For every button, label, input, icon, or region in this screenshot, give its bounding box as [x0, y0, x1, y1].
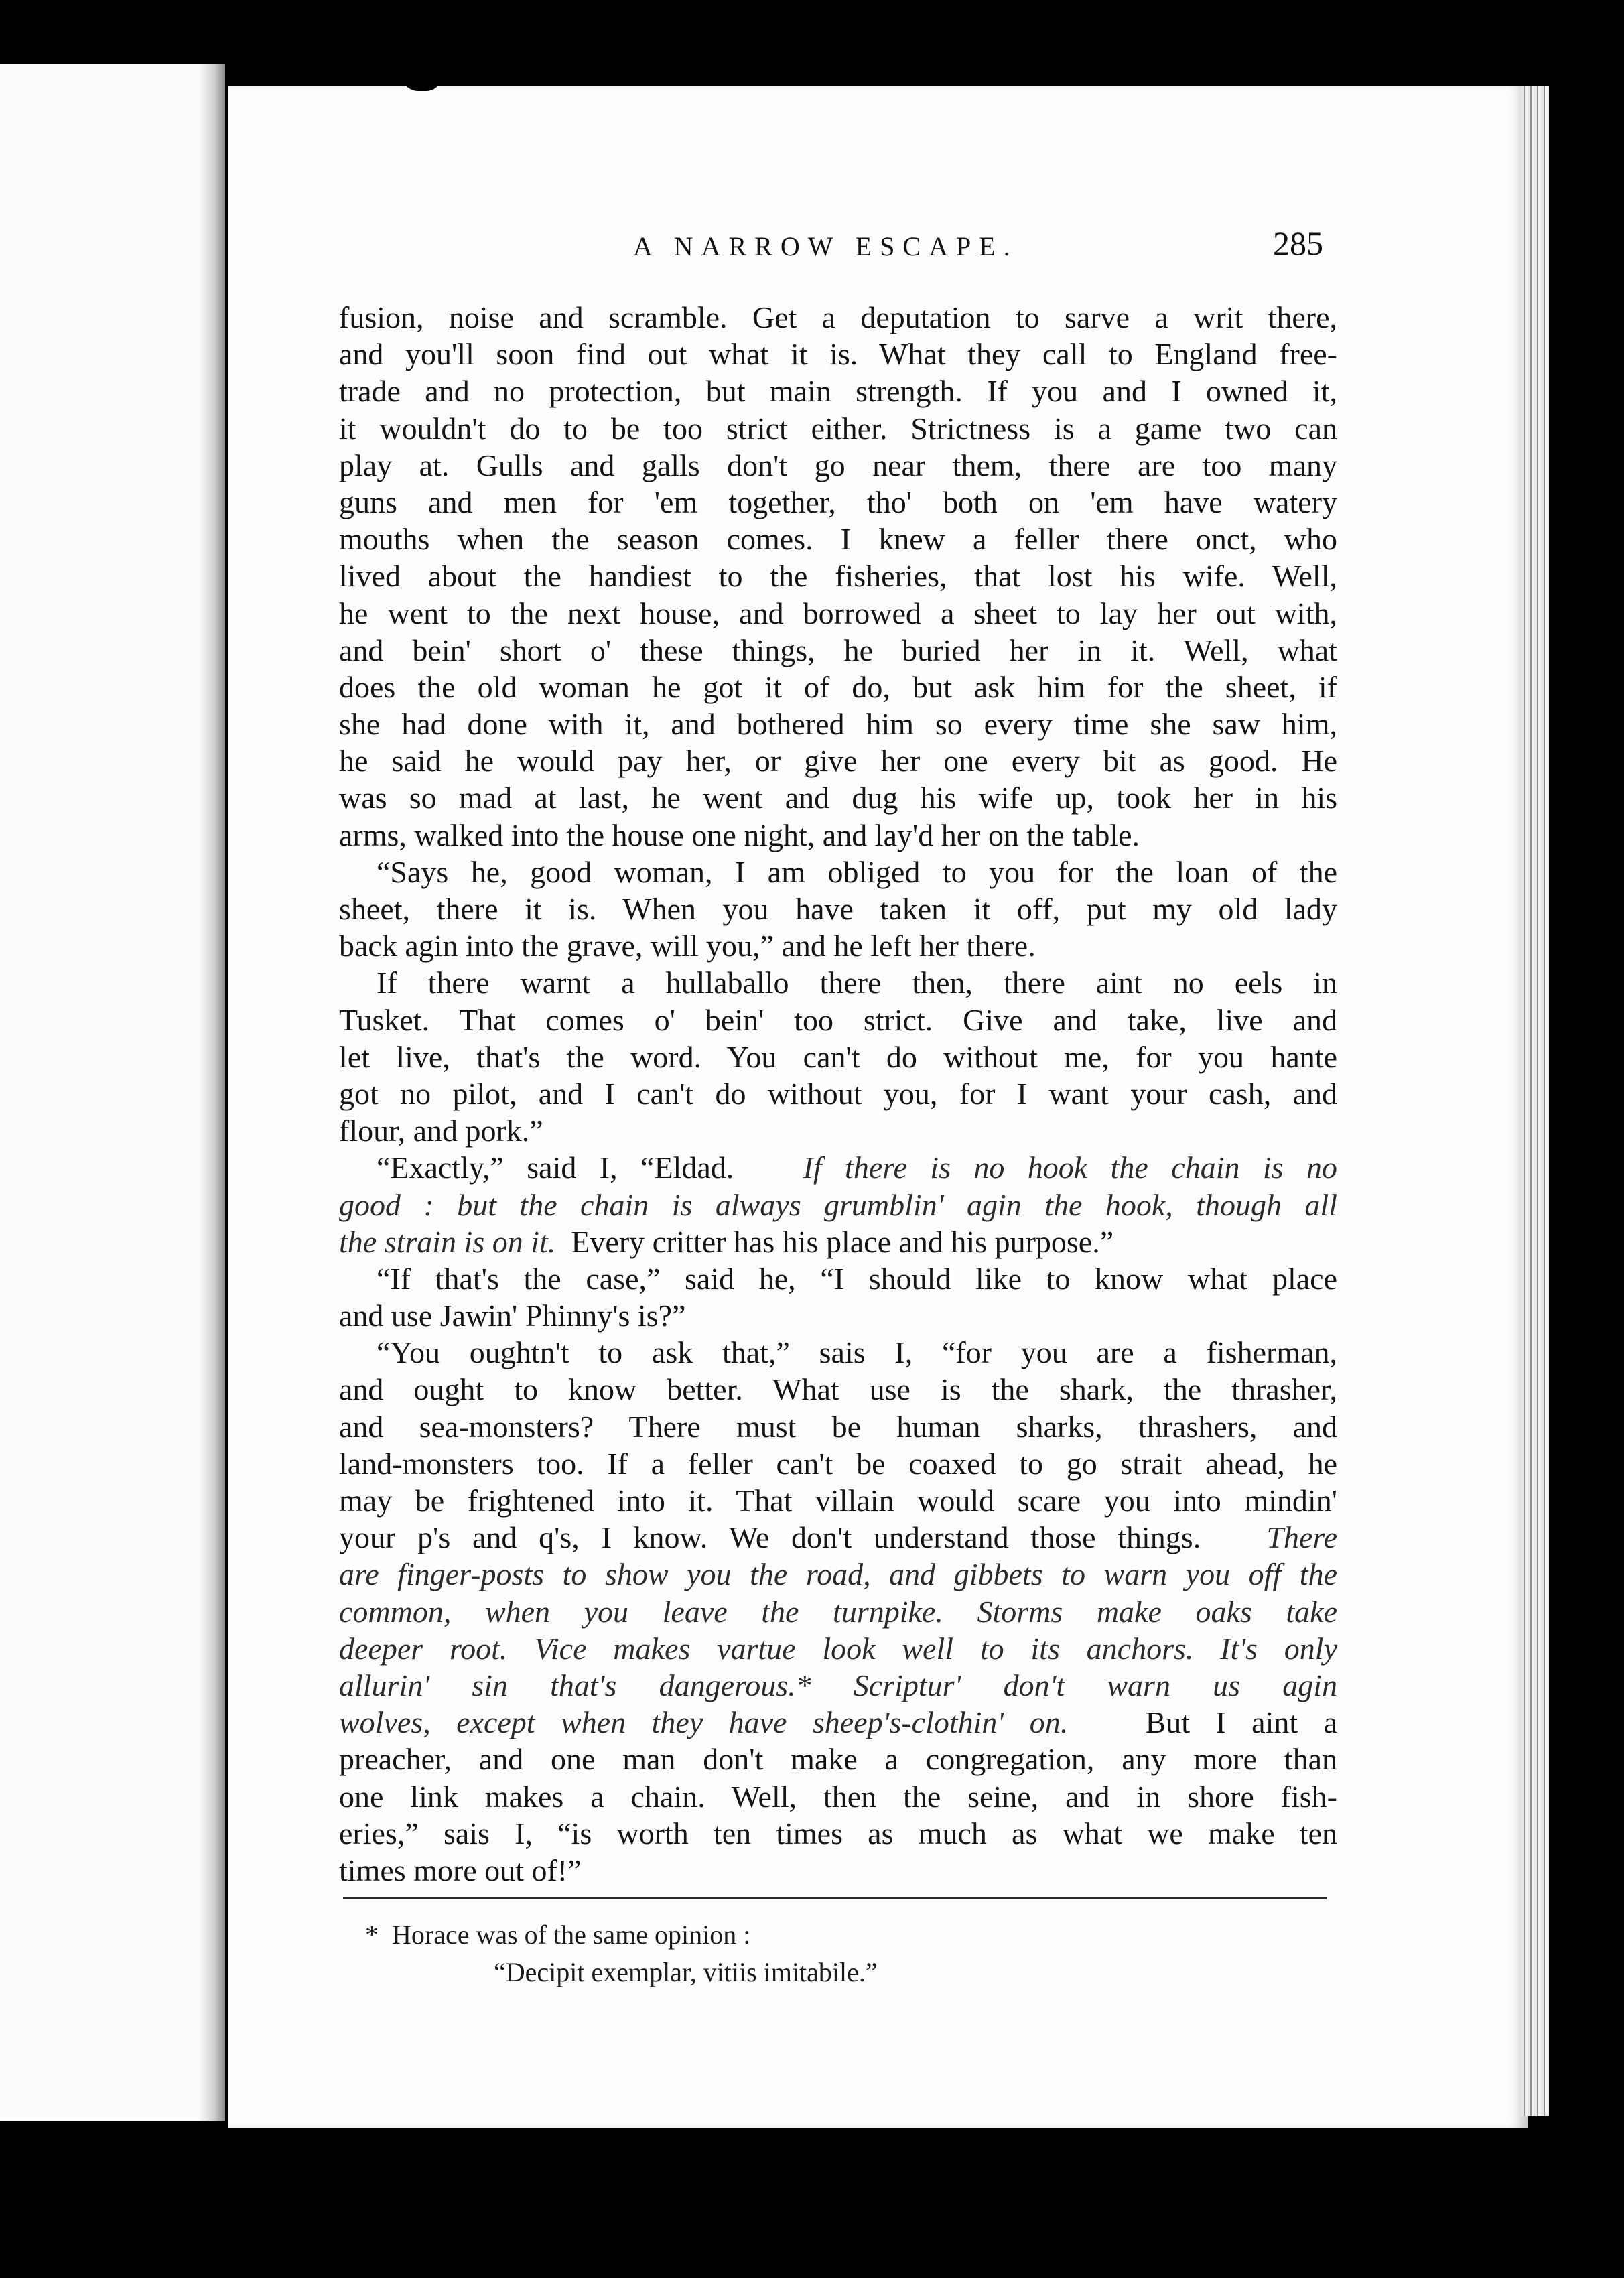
- text-segment: “Exactly,” said I, “Eldad.: [377, 1150, 734, 1185]
- text-line: If there warnt a hullaballo there then, there aint no eels in: [377, 965, 1337, 1000]
- text-line: deeper root. Vice makes vartue look well to its anchors. It's only: [339, 1631, 1337, 1666]
- text-line: and ought to know better. What use is the shark, the thrasher,: [339, 1372, 1337, 1407]
- italic-segment: wolves, except when they have sheep's-clothin' on.: [339, 1705, 1069, 1740]
- text-line: preacher, and one man don't make a congregation, any more than: [339, 1742, 1337, 1777]
- footnote-quote: “Decipit exemplar, vitiis imitabile.”: [494, 1957, 878, 1987]
- footnote-rule: [343, 1897, 1327, 1899]
- text-line: sheet, there it is. When you have taken it off, put my old lady: [339, 892, 1337, 926]
- text-line: fusion, noise and scramble. Get a deputation to sarve a writ there,: [339, 300, 1337, 334]
- text-line: may be frightened into it. That villain would scare you into mindin': [339, 1483, 1337, 1518]
- text-line: arms, walked into the house one night, and lay'd her on the table.: [339, 817, 1140, 852]
- text-line: mouths when the season comes. I knew a feller there onct, who: [339, 522, 1337, 557]
- text-line: [339, 1519, 1337, 1556]
- text-line: “If that's the case,” said he, “I should like to know what place: [377, 1261, 1337, 1296]
- text-line: let live, that's the word. You can't do without me, for you hante: [339, 1039, 1337, 1074]
- text-line: does the old woman he got it of do, but ask him for the sheet, if: [339, 669, 1337, 704]
- text-line: it wouldn't do to be too strict either. Strictness is a game two can: [339, 411, 1337, 446]
- text-line: common, when you leave the turnpike. Storms make oaks take: [339, 1594, 1337, 1629]
- book-gutter: [198, 64, 225, 2121]
- text-line: and you'll soon find out what it is. What they call to England free-: [339, 337, 1337, 372]
- italic-segment: If there is no hook the chain is no: [803, 1150, 1337, 1185]
- text-line: good : but the chain is always grumblin' agin the hook, though all: [339, 1187, 1337, 1222]
- text-line: was so mad at last, he went and dug his wife up, took her in his: [339, 781, 1337, 815]
- footnote: [365, 1916, 1303, 1991]
- left-facing-page: [0, 64, 221, 2121]
- text-line: “Says he, good woman, I am obliged to you for the loan of the: [377, 854, 1337, 889]
- italic-segment: There: [1266, 1520, 1338, 1555]
- footnote-text: Horace was of the same opinion :: [392, 1920, 751, 1950]
- text-line: are finger-posts to show you the road, and gibbets to warn you off the: [339, 1557, 1337, 1592]
- text-line: guns and men for 'em together, tho' both on 'em have watery: [339, 484, 1337, 519]
- italic-segment: the strain is on it.: [339, 1224, 556, 1259]
- text-line: play at. Gulls and galls don't go near them, there are too many: [339, 448, 1337, 482]
- running-header: A NARROW ESCAPE.: [633, 231, 1018, 261]
- body-text: [339, 299, 1337, 1889]
- footnote-marker: *: [365, 1920, 379, 1950]
- text-line: one link makes a chain. Well, then the seine, and in shore fish-: [339, 1779, 1337, 1814]
- text-line: [339, 1149, 1337, 1186]
- text-line: [339, 1223, 1337, 1260]
- text-line: eries,” sais I, “is worth ten times as much as what we make ten: [339, 1816, 1337, 1851]
- text-line: and bein' short o' these things, he buried her in it. Well, what: [339, 632, 1337, 667]
- text-segment: But I aint a: [1145, 1705, 1337, 1740]
- text-line: he said he would pay her, or give her one every bit as good. He: [339, 744, 1337, 779]
- text-line: allurin' sin that's dangerous.* Scriptur' don't warn us agin: [339, 1668, 1337, 1702]
- text-line: times more out of!”: [339, 1853, 582, 1887]
- text-line: Tusket. That comes o' bein' too strict. Give and take, live and: [339, 1002, 1337, 1037]
- text-segment: your p's and q's, I know. We don't understand those things.: [339, 1520, 1201, 1555]
- text-line: flour, and pork.”: [339, 1114, 543, 1148]
- text-line: trade and no protection, but main strength. If you and I owned it,: [339, 374, 1337, 409]
- text-line: and sea-monsters? There must be human sharks, thrashers, and: [339, 1409, 1337, 1444]
- page-number: 285: [1273, 224, 1323, 262]
- text-line: lived about the handiest to the fisheries, that lost his wife. Well,: [339, 559, 1337, 594]
- page-edges: [1521, 86, 1549, 2116]
- text-line: and use Jawin' Phinny's is?”: [339, 1298, 686, 1333]
- text-segment: Every critter has his place and his purpose.”: [571, 1224, 1114, 1259]
- footnote-line: [365, 1916, 1303, 1954]
- text-line: got no pilot, and I can't do without you, for I want your cash, and: [339, 1076, 1337, 1111]
- text-line: back agin into the grave, will you,” and he left her there.: [339, 929, 1036, 963]
- text-line: she had done with it, and bothered him so every time she saw him,: [339, 707, 1337, 742]
- text-line: [339, 1704, 1337, 1741]
- text-line: he went to the next house, and borrowed a sheet to lay her out with,: [339, 596, 1337, 630]
- text-line: land-monsters too. If a feller can't be coaxed to go strait ahead, he: [339, 1446, 1337, 1481]
- text-line: “You oughtn't to ask that,” sais I, “for you are a fisherman,: [377, 1335, 1337, 1370]
